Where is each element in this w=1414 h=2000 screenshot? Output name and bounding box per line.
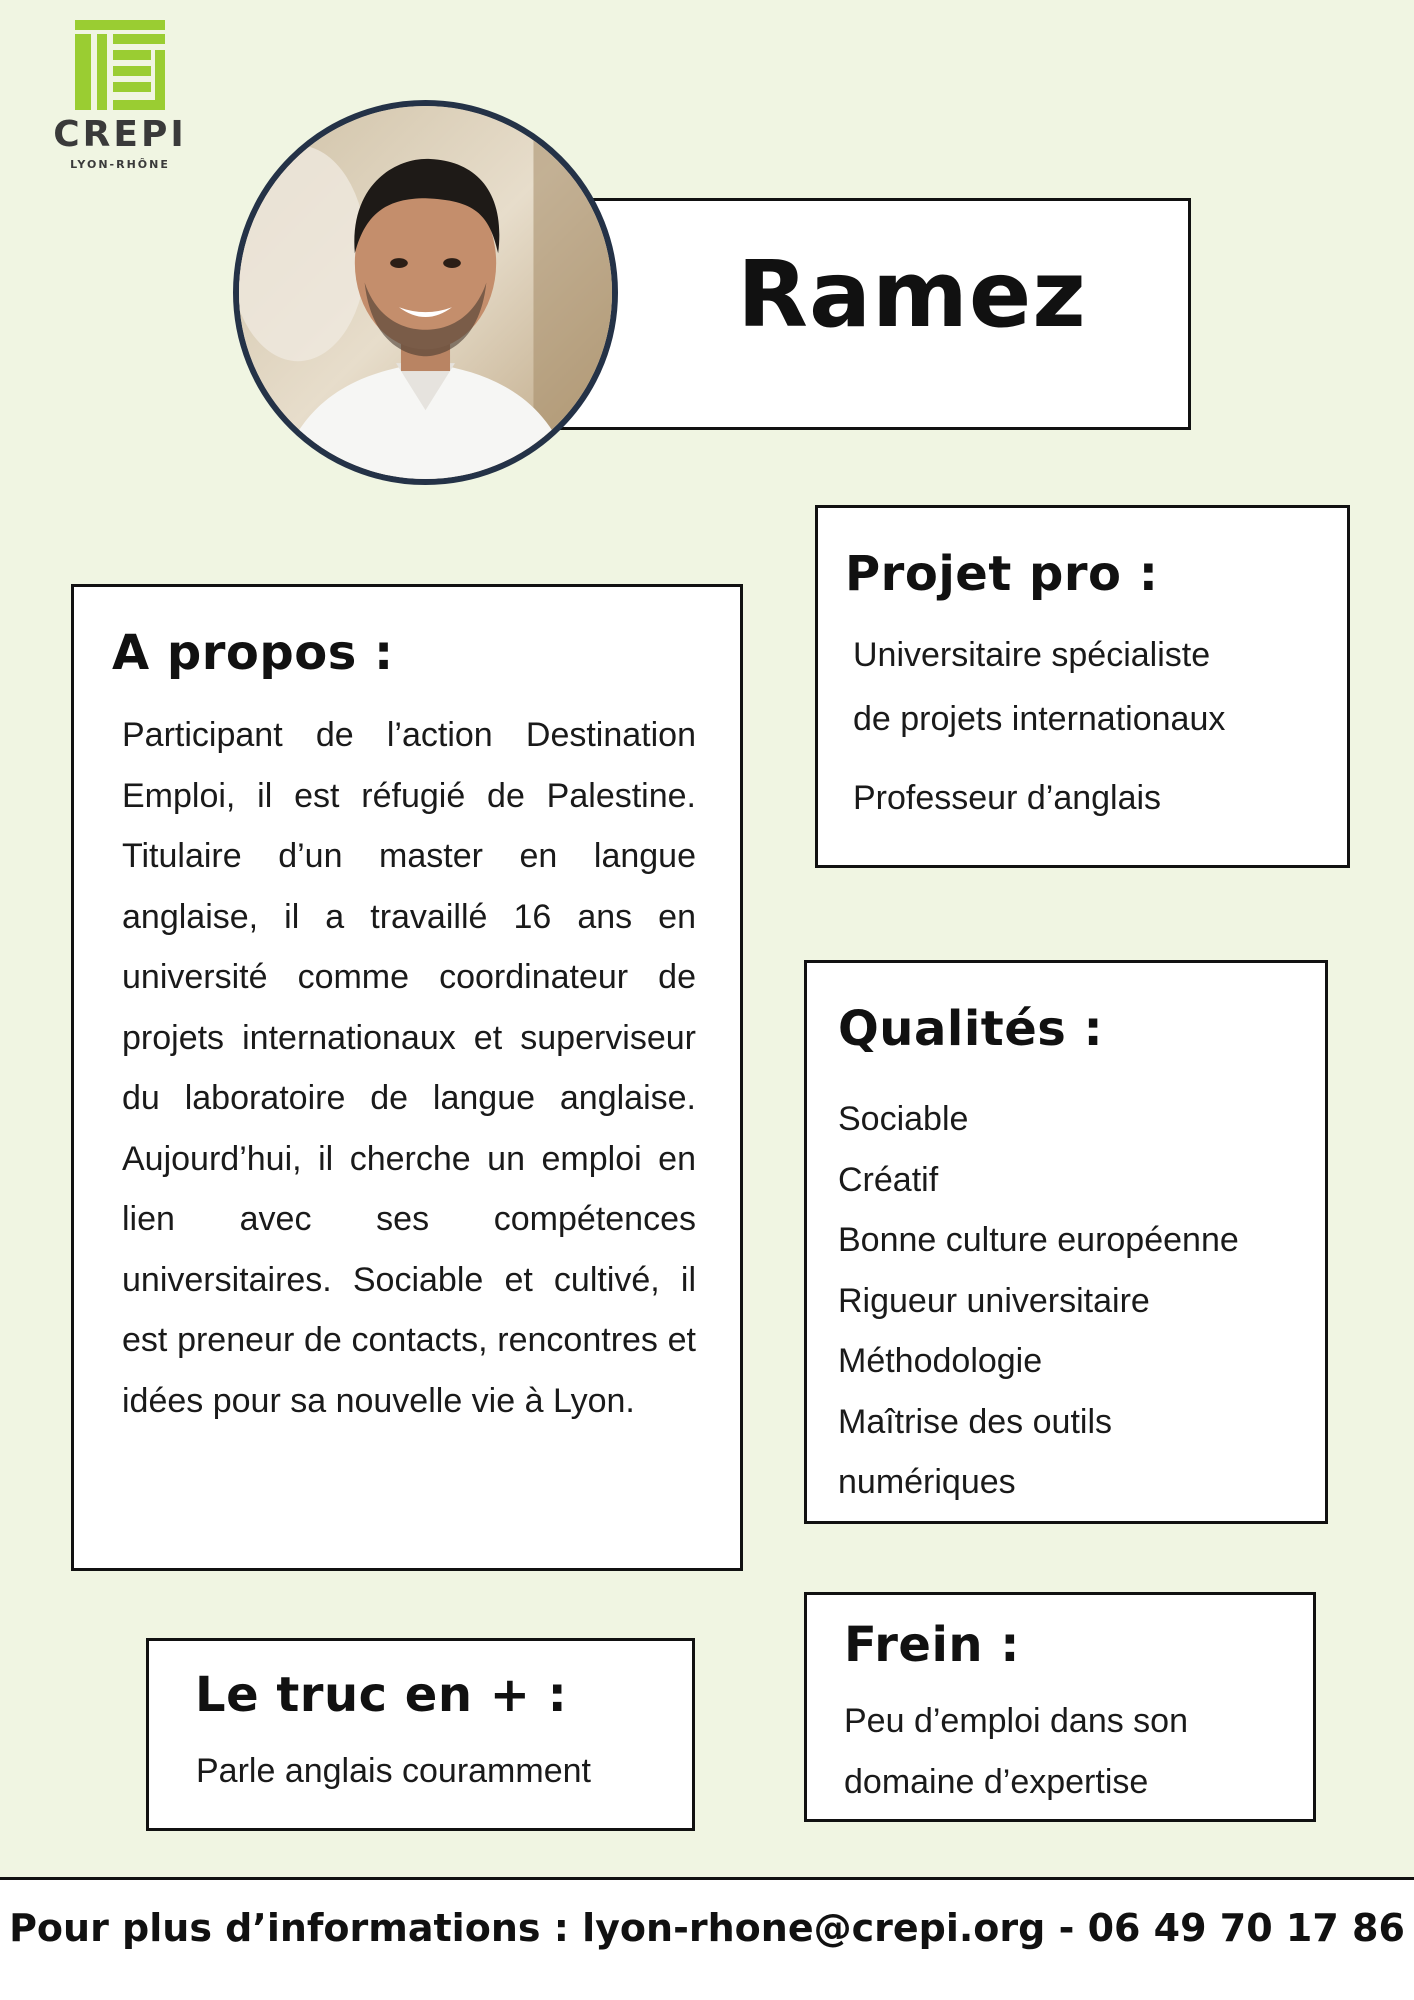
logo-wordmark: CREPI: [53, 114, 187, 155]
portrait-illustration: [239, 106, 612, 479]
qualite-item: Sociable: [838, 1100, 969, 1138]
apropos-title: A propos :: [112, 625, 394, 681]
frein-text: [844, 1691, 1188, 1813]
qualite-item: numériques: [838, 1463, 1016, 1501]
apropos-section: [71, 584, 743, 1571]
frein-section: [804, 1592, 1316, 1822]
truc-en-plus-section: [146, 1638, 695, 1831]
qualites-title: Qualités :: [838, 1001, 1104, 1057]
frein-line: Peu d’emploi dans son: [844, 1702, 1189, 1740]
candidate-name: Ramez: [737, 241, 1087, 348]
qualites-list: [838, 1089, 1239, 1513]
qualite-item: Bonne culture européenne: [838, 1221, 1239, 1259]
truc-en-plus-text: Parle anglais couramment: [196, 1752, 591, 1790]
qualite-item: Maîtrise des outils: [838, 1402, 1112, 1441]
qualite-item: Rigueur universitaire: [838, 1281, 1150, 1320]
projet-pro-line: Universitaire spécialiste: [853, 636, 1211, 674]
footer-contact: Pour plus d’informations : lyon-rhone@crepi.org - 06 49 70 17 86: [9, 1906, 1405, 1950]
footer-divider: [0, 1877, 1414, 1880]
projet-pro-section: [815, 505, 1350, 868]
projet-pro-title: Projet pro :: [845, 546, 1159, 602]
projet-pro-line: de projets internationaux: [853, 700, 1226, 738]
name-box: [553, 198, 1191, 430]
projet-pro-line: Professeur d’anglais: [853, 779, 1162, 817]
crepi-logo: [40, 20, 200, 180]
logo-subtitle: LYON-RHÔNE: [70, 158, 170, 171]
portrait-photo: [233, 100, 618, 485]
frein-line: domaine d’expertise: [844, 1763, 1149, 1801]
qualite-item: Créatif: [838, 1160, 939, 1199]
qualite-item: Méthodologie: [838, 1342, 1043, 1380]
crepi-logo-mark: [75, 20, 165, 110]
footer: [0, 1878, 1414, 2000]
apropos-text: Participant de l’action Destination Emploi, il est réfugié de Palestine. Titulaire d’un master en langue anglaise, il a travaillé 16 ans en université comme coordinateur de projets internationaux et superviseur du laboratoire de langue anglaise. Aujourd’hui, il cherche un emploi en lien avec ses compétences universitaires. Sociable et cultivé, il est preneur de contacts, rencontres et idées pour sa nouvelle vie à Lyon.: [122, 716, 696, 1420]
frein-title: Frein :: [844, 1617, 1020, 1673]
truc-en-plus-title: Le truc en + :: [195, 1667, 568, 1723]
qualites-section: [804, 960, 1328, 1524]
